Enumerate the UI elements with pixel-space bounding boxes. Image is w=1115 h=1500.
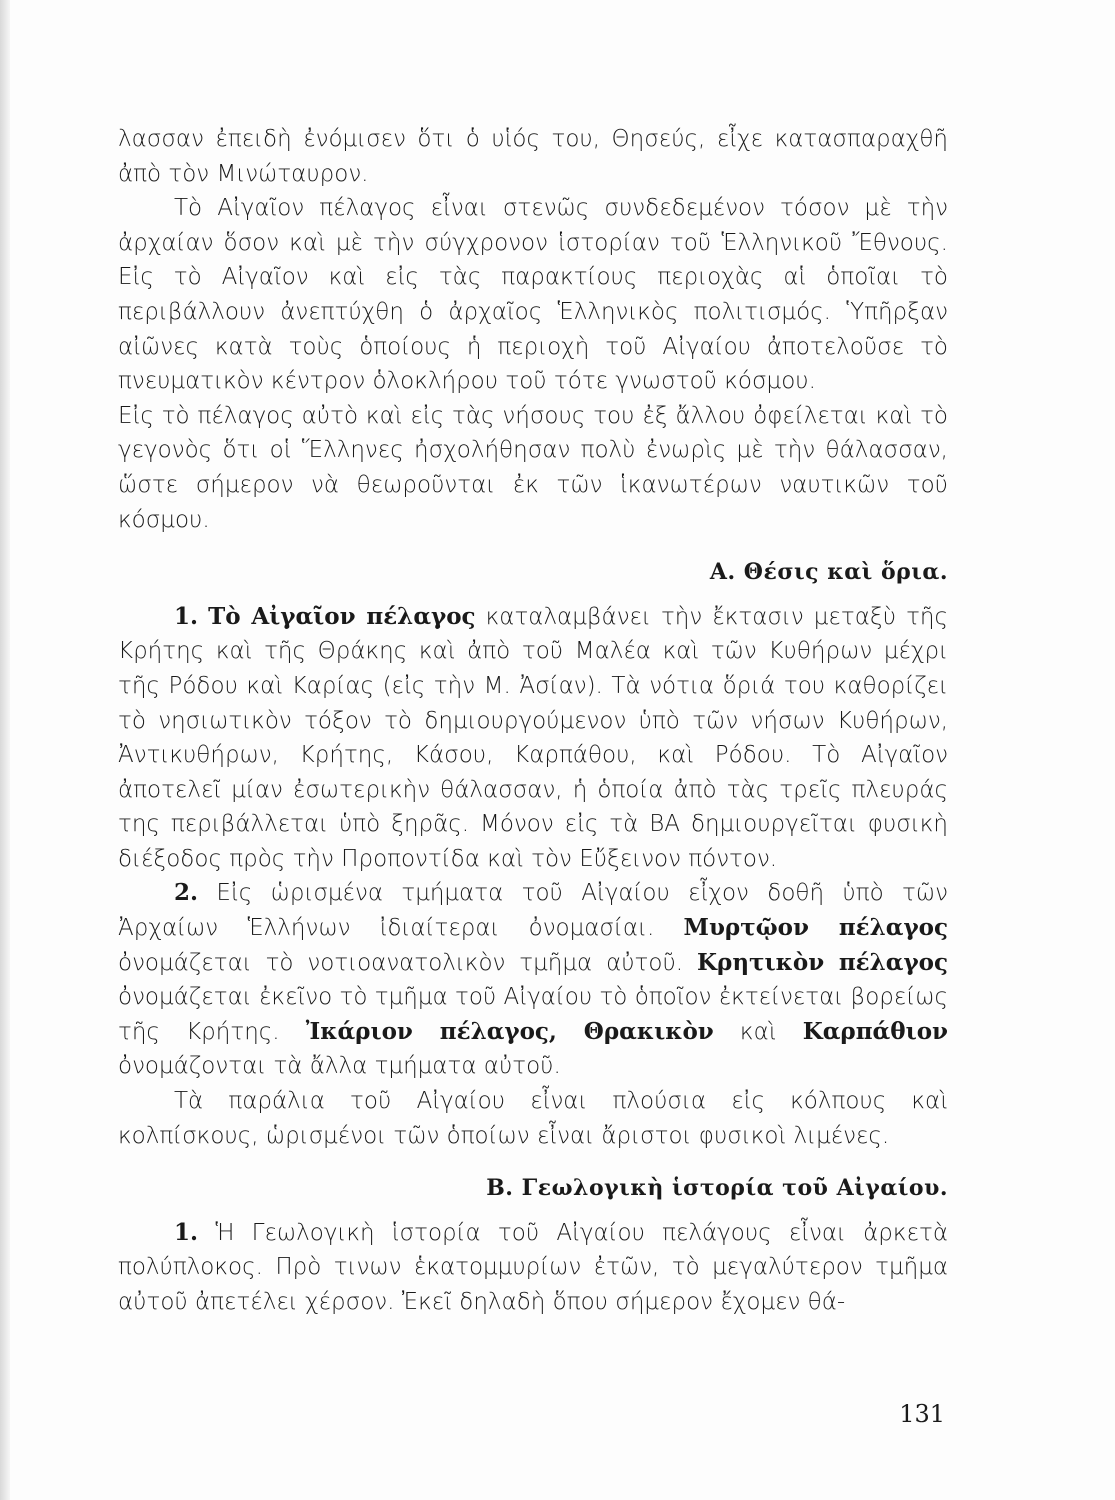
bold-term-ikarion: Ἰκάριον πέλαγος, Θρακικὸν [305, 1017, 714, 1045]
intro-paragraph-seafaring: Εἰς τὸ πέλαγος αὐτὸ καὶ εἰς τὰς νήσους του ἐξ ἄλλου ὀφείλεται καὶ τὸ γεγονὸς ὅτι οἱ Ἕλληνες ἠσχολήθησαν πολὺ ἐνωρὶς μὲ τὴν θάλασσαν, ὥστε σήμερον νὰ θεωροῦνται ἐκ τῶν ἱκανωτέρων ναυτικῶν τοῦ κόσμου. [118, 402, 948, 533]
paragraph-number: 2. [174, 879, 199, 907]
intro-paragraph-aegean-history: Τὸ Αἰγαῖον πέλαγος εἶναι στενῶς συνδεδεμένον τόσον μὲ τὴν ἀρχαίαν ὅσον καὶ μὲ τὴν σύγχρονον ἱστορίαν τοῦ Ἑλληνικοῦ Ἔθνους. Εἰς τὸ Αἰγαῖον καὶ εἰς τὰς παρακτίους περιοχὰς αἱ ὁποῖαι τὸ περιβάλλουν ἀνεπτύχθη ὁ ἀρχαῖος Ἑλληνικὸς πολιτισμός. Ὑπῆρξαν αἰῶνες κατὰ τοὺς ὁποίους ἡ περιοχὴ τοῦ Αἰγαίου ἀποτελοῦσε τὸ πνευματικὸν κέντρον ὁλοκλήρου τοῦ τότε γνωστοῦ κόσμου. [118, 195, 948, 395]
page-number: 131 [899, 1400, 945, 1428]
paragraph-number: 1. [174, 1218, 199, 1246]
paragraph-text: καταλαμβάνει τὴν ἔκτασιν μεταξὺ τῆς Κρήτης καὶ τῆς Θράκης καὶ ἀπὸ τοῦ Μαλέα καὶ τῶν Κυθήρων μέχρι τῆς Ρόδου καὶ Καρίας (εἰς τὴν Μ. Ἀσίαν). Τὰ νότια ὅριά του καθορίζει τὸ νησιωτικὸν τόξον τὸ δημιουργούμενον ὑπὸ τῶν νήσων Κυθήρων, Ἀντικυθήρων, Κρήτης, Κάσου, Καρπάθου, καὶ Ρόδου. Τὸ Αἰγαῖον ἀποτελεῖ μίαν ἐσωτερικὴν θάλασσαν, ἡ ὁποία ἀπὸ τὰς τρεῖς πλευράς της περιβάλλεται ὑπὸ ξηρᾶς. Μόνον εἰς τὰ ΒΑ δημιουργεῖται φυσικὴ διέξοδος πρὸς τὴν Προποντίδα καὶ τὸν Εὔξεινον πόντον. [118, 603, 948, 872]
body-text [118, 122, 948, 1320]
bold-term: Τὸ Αἰγαῖον πέλαγος [208, 602, 476, 630]
intro-continuation: λασσαν ἐπειδὴ ἐνόμισεν ὅτι ὁ υἱός του, Θησεύς, εἶχε κατασπαραχθῆ ἀπὸ τὸν Μινώταυρον. [118, 126, 948, 187]
paragraph-text: ὀνομάζονται τὰ ἄλλα τμήματα αὐτοῦ. [118, 1053, 561, 1080]
section-a-paragraph-2 [118, 876, 948, 1084]
paragraph-text: καὶ [739, 1018, 777, 1045]
paragraph-text: Ἡ Γεωλογικὴ ἱστορία τοῦ Αἰγαίου πελάγους εἶναι ἀρκετὰ πολύπλοκος. Πρὸ τινων ἑκατομμυρίων ἐτῶν, τὸ μεγαλύτερον τμῆμα αὐτοῦ ἀπετέλει χέρσον. Ἐκεῖ δηλαδὴ ὅπου σήμερον ἔχομεν θά- [118, 1219, 949, 1315]
bold-term-karpathion: Καρπάθιον [802, 1017, 948, 1045]
bold-term-kritikon: Κρητικὸν πέλαγος [697, 948, 948, 976]
section-a-heading: Α. Θέσις καὶ ὅρια. [709, 559, 948, 586]
paragraph-text: ὀνομάζεται ἐκεῖνο τὸ τμῆμα τοῦ Αἰγαίου τὸ ὁποῖον ἐκτείνεται βορείως τῆς Κρήτης. [118, 984, 948, 1045]
page-binding-edge [0, 0, 10, 1500]
paragraph-number: 1. [174, 602, 199, 630]
section-a-paragraph-3: Τὰ παράλια τοῦ Αἰγαίου εἶναι πλούσια εἰς κόλπους καὶ κολπίσκους, ὡρισμένοι τῶν ὁποίων εἶναι ἄριστοι φυσικοὶ λιμένες. [118, 1088, 948, 1149]
section-b-paragraph-1 [118, 1216, 948, 1320]
bold-term-myrtoon: Μυρτῷον πέλαγος [683, 914, 948, 942]
paragraph-text: Εἰς ὡρισμένα τμήματα τοῦ Αἰγαίου εἶχον δοθῆ ὑπὸ τῶν Ἀρχαίων Ἑλλήνων ἰδιαίτεραι ὀνομασίαι. [118, 880, 948, 942]
section-a-paragraph-1 [118, 600, 948, 877]
section-b-heading: Β. Γεωλογικὴ ἱστορία τοῦ Αἰγαίου. [486, 1175, 948, 1202]
paragraph-text: ὀνομάζεται τὸ νοτιοανατολικὸν τμῆμα αὐτοῦ. [118, 949, 684, 976]
